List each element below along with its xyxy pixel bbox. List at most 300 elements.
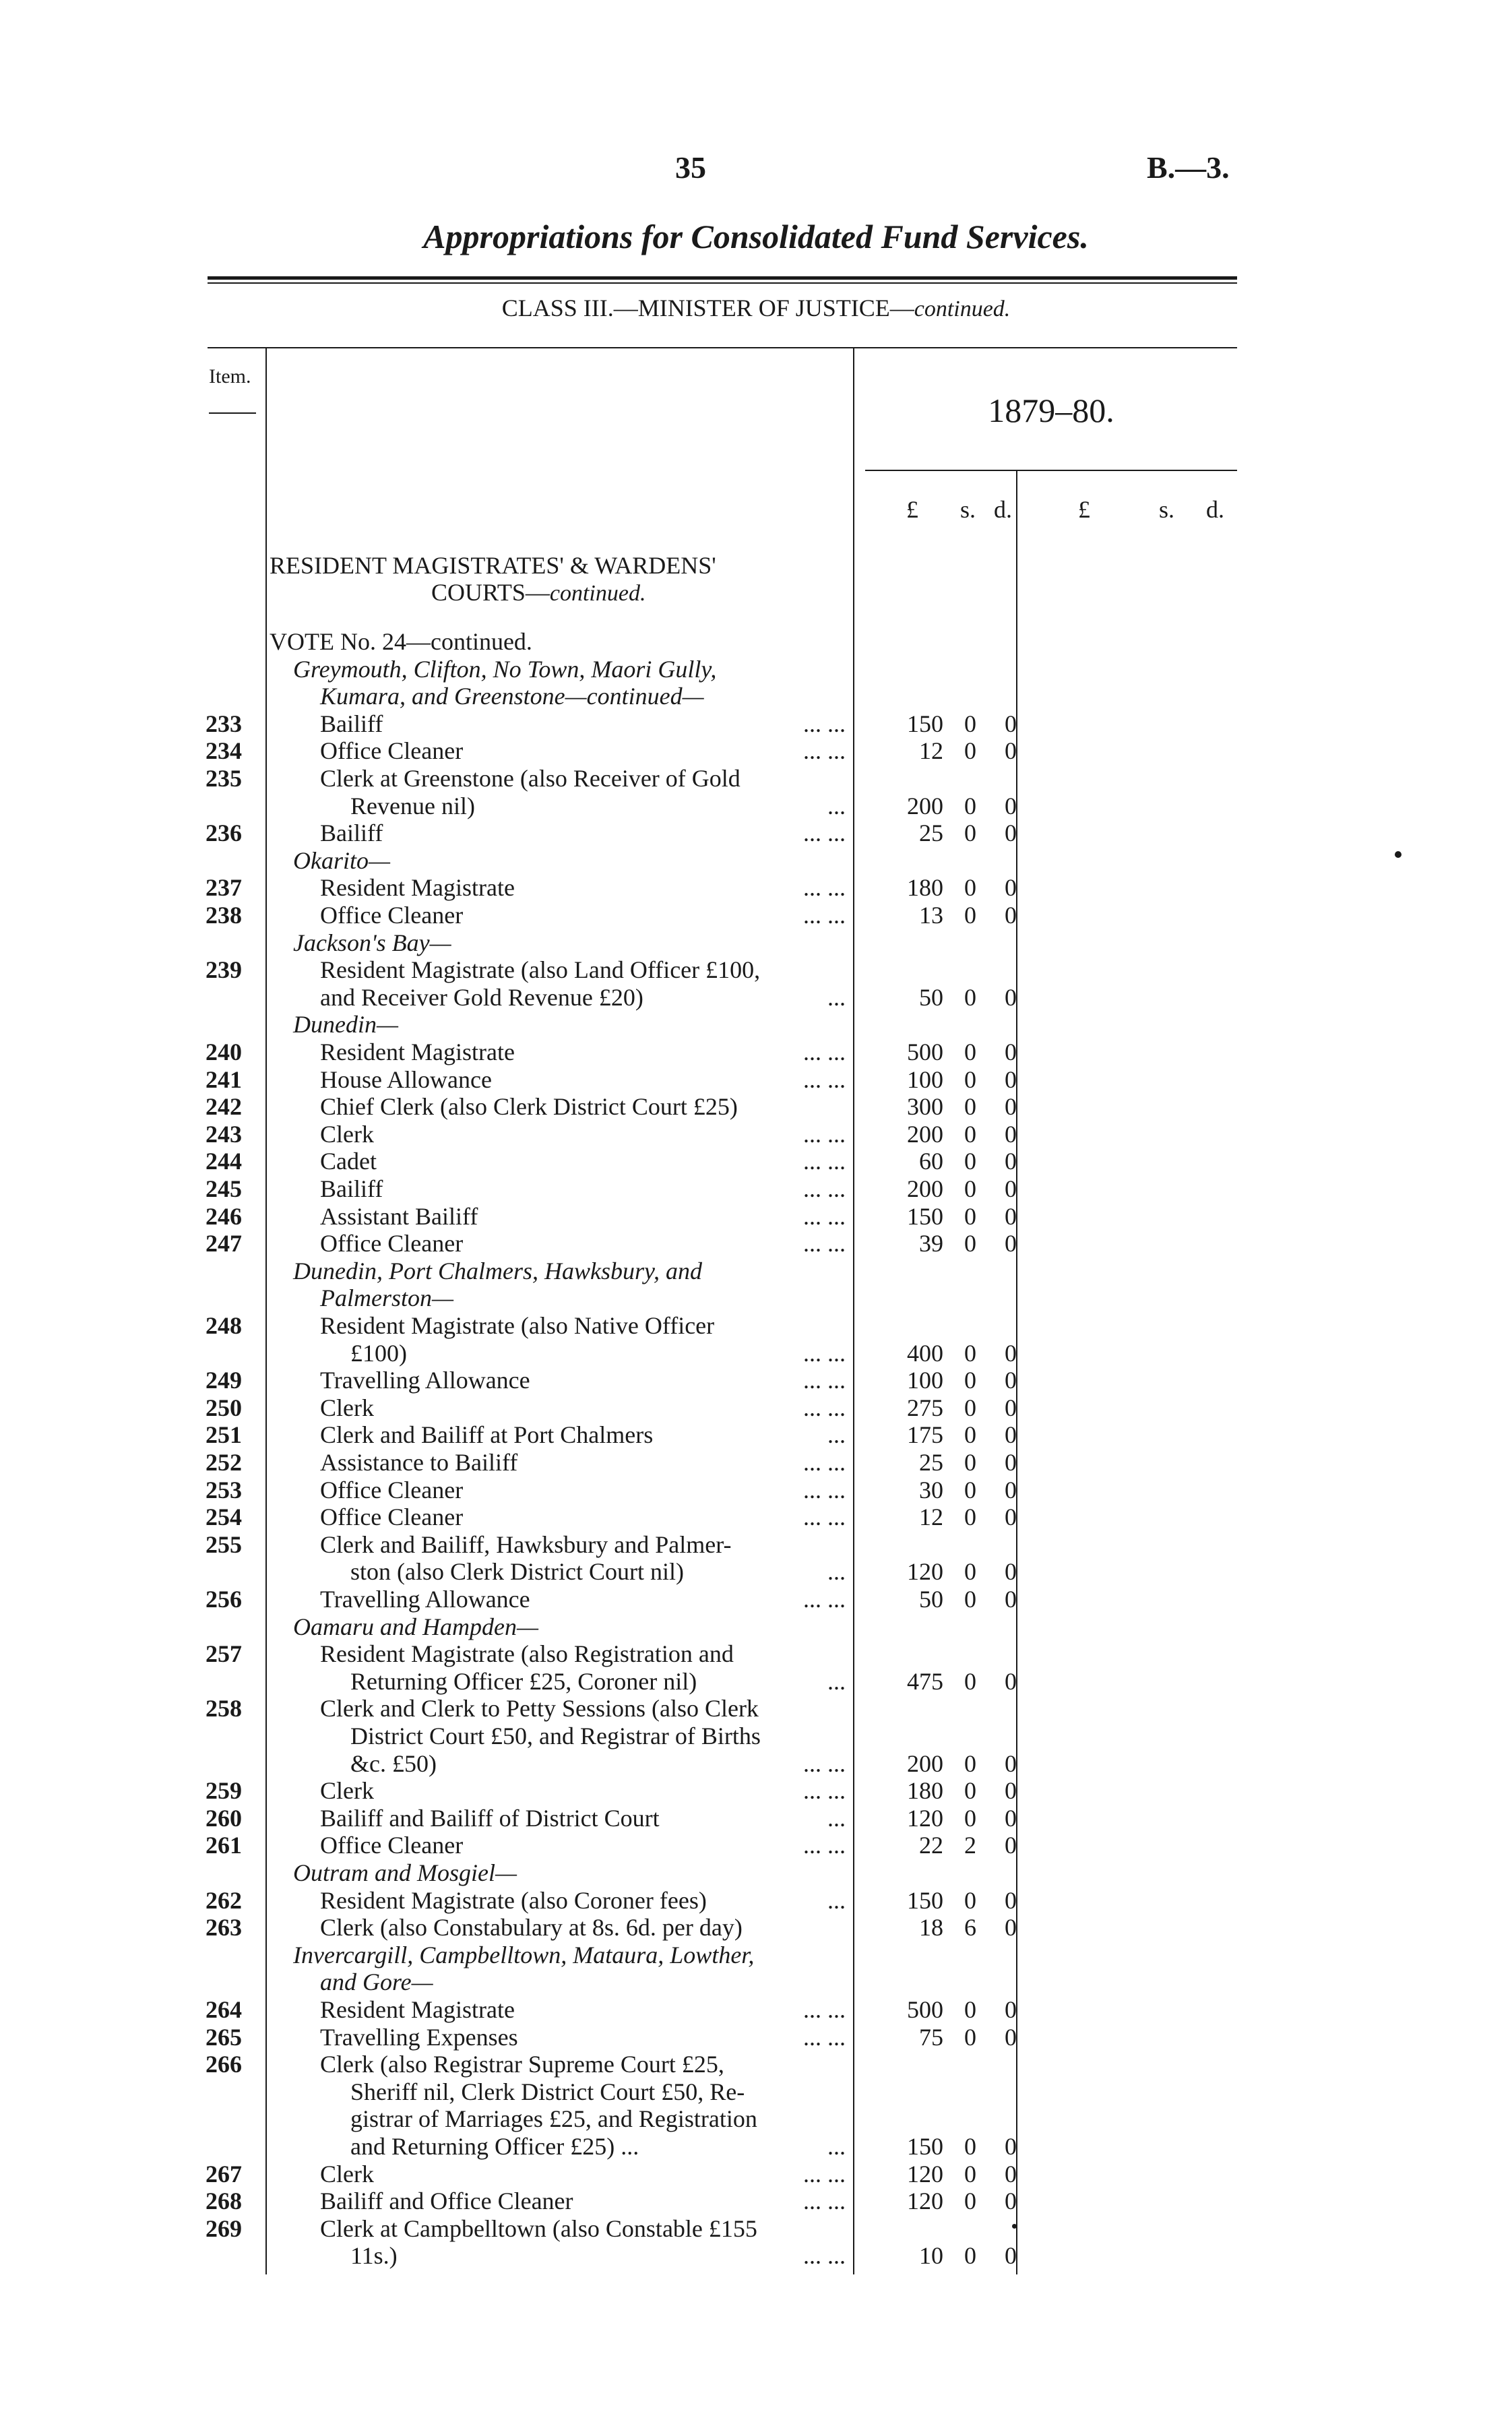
leader-dots: ... ...	[803, 1148, 846, 1175]
table-row	[0, 2105, 1512, 2133]
item-description: Clerk and Bailiff, Hawksbury and Palmer-	[320, 1530, 732, 1558]
amount-pence: 0	[1005, 983, 1017, 1011]
leader-dots: ...	[827, 1886, 846, 1914]
item-description: Clerk at Campbelltown (also Constable £155	[320, 2214, 757, 2242]
item-number: 236	[206, 819, 242, 847]
amount-pounds: 100	[907, 1367, 943, 1394]
item-description: Office Cleaner	[320, 1230, 464, 1258]
amount-shillings: 0	[964, 1449, 976, 1476]
table-row	[0, 1942, 1512, 1969]
location-heading: Kumara, and Greenstone—continued—	[320, 683, 704, 710]
item-description: Clerk (also Constabulary at 8s. 6d. per day)	[320, 1914, 743, 1942]
item-description: Resident Magistrate	[320, 1996, 515, 2023]
leader-dots: ... ...	[803, 1038, 846, 1065]
amount-shillings: 0	[964, 792, 976, 819]
amount-shillings: 0	[964, 2023, 976, 2051]
amount-pounds: 475	[907, 1667, 943, 1695]
amount-shillings: 0	[964, 1202, 976, 1230]
location-heading: Dunedin, Port Chalmers, Hawksbury, and	[293, 1257, 702, 1284]
table-row	[0, 1066, 1512, 1094]
leader-dots: ...	[827, 1667, 846, 1695]
item-description: Clerk and Clerk to Petty Sessions (also Clerk	[320, 1695, 759, 1723]
amount-pounds: 180	[907, 1777, 943, 1805]
item-description: Clerk	[320, 1777, 374, 1805]
amount-pence: 0	[1005, 1367, 1017, 1394]
location-heading: Oamaru and Hampden—	[293, 1613, 538, 1640]
location-heading: Dunedin—	[293, 1011, 398, 1038]
table-row	[0, 1038, 1512, 1066]
item-description: Assistance to Bailiff	[320, 1449, 518, 1476]
table-row	[0, 1613, 1512, 1641]
amount-pence: 0	[1005, 2023, 1017, 2051]
amount-shillings: 6	[964, 1914, 976, 1942]
table-row	[0, 1586, 1512, 1613]
item-description: Chief Clerk (also Clerk District Court £25)	[320, 1093, 738, 1121]
amount-shillings: 0	[964, 710, 976, 737]
amount-pence: 0	[1005, 1421, 1017, 1449]
leader-dots: ... ...	[803, 902, 846, 929]
location-heading: and Gore—	[320, 1968, 433, 1996]
amount-pounds: 60	[919, 1148, 943, 1175]
item-description: Returning Officer £25, Coroner nil)	[350, 1667, 697, 1695]
amount-pounds: 30	[919, 1476, 943, 1503]
amount-pounds: 50	[919, 983, 943, 1011]
leader-dots: ... ...	[803, 1476, 846, 1503]
amount-pence: 0	[1005, 2188, 1017, 2215]
item-number: 258	[206, 1695, 242, 1723]
amount-shillings: 0	[964, 1667, 976, 1695]
item-number: 234	[206, 737, 242, 765]
table-row	[0, 847, 1512, 875]
item-number: 235	[206, 765, 242, 792]
amount-pounds: 150	[907, 1886, 943, 1914]
amount-pounds: 150	[907, 2133, 943, 2160]
amount-pounds: 150	[907, 710, 943, 737]
amount-pounds: 25	[919, 1449, 943, 1476]
amount-pence: 0	[1005, 2160, 1017, 2188]
table-row	[0, 902, 1512, 929]
page-number: 35	[675, 150, 706, 185]
amount-shillings: 0	[964, 1558, 976, 1586]
amount-pence: 0	[1005, 1832, 1017, 1859]
item-number: 268	[206, 2188, 242, 2215]
year-header-rule	[865, 470, 1237, 471]
leader-dots: ... ...	[803, 1202, 846, 1230]
table-row	[0, 1668, 1512, 1696]
item-description: Resident Magistrate	[320, 1038, 515, 1065]
section-title-continued	[431, 578, 645, 607]
table-row	[0, 1805, 1512, 1832]
item-number: 241	[206, 1065, 242, 1093]
stray-mark	[1395, 851, 1401, 858]
amount-pounds: 39	[919, 1230, 943, 1258]
shillings-header-1: s.	[960, 496, 976, 523]
vote-heading: VOTE No. 24—continued.	[270, 628, 532, 655]
amount-pounds: 400	[907, 1339, 943, 1367]
item-number: 255	[206, 1530, 242, 1558]
amount-pence: 0	[1005, 1886, 1017, 1914]
class-heading	[0, 294, 1512, 322]
table-row	[0, 1258, 1512, 1285]
amount-pence: 0	[1005, 1804, 1017, 1832]
amount-pence: 0	[1005, 1148, 1017, 1175]
item-description: Revenue nil)	[350, 792, 475, 819]
amount-shillings: 0	[964, 737, 976, 765]
item-number: 248	[206, 1312, 242, 1339]
amount-shillings: 0	[964, 1148, 976, 1175]
table-row	[0, 1859, 1512, 1887]
table-row	[0, 1340, 1512, 1367]
amount-pence: 0	[1005, 710, 1017, 737]
table-row	[0, 1011, 1512, 1038]
table-row	[0, 2215, 1512, 2243]
amount-pence: 0	[1005, 1093, 1017, 1121]
table-row	[0, 2051, 1512, 2078]
table-row	[0, 1230, 1512, 1258]
leader-dots: ...	[827, 1558, 846, 1586]
leader-dots: ...	[827, 983, 846, 1011]
amount-pounds: 200	[907, 1120, 943, 1148]
section-title-suffix: continued.	[549, 581, 646, 606]
amount-pence: 0	[1005, 1476, 1017, 1503]
header-rule-thick	[208, 276, 1237, 280]
amount-shillings: 0	[964, 2160, 976, 2188]
amount-pence: 0	[1005, 1394, 1017, 1421]
header-rule-thin	[208, 282, 1237, 284]
item-number: 249	[206, 1367, 242, 1394]
amount-pounds: 25	[919, 819, 943, 847]
table-row	[0, 1477, 1512, 1504]
amount-pounds: 12	[919, 737, 943, 765]
amount-shillings: 0	[964, 1038, 976, 1065]
amount-pounds: 200	[907, 1175, 943, 1202]
amount-shillings: 0	[964, 1886, 976, 1914]
amount-pence: 0	[1005, 1914, 1017, 1942]
table-row	[0, 1394, 1512, 1422]
table-row	[0, 1203, 1512, 1231]
amount-shillings: 0	[964, 983, 976, 1011]
table-row	[0, 1887, 1512, 1915]
table-row	[0, 1531, 1512, 1559]
leader-dots: ... ...	[803, 1394, 846, 1421]
amount-shillings: 0	[964, 2133, 976, 2160]
table-row	[0, 2024, 1512, 2051]
amount-pence: 0	[1005, 1777, 1017, 1805]
amount-pence: 0	[1005, 1339, 1017, 1367]
amount-pounds: 13	[919, 902, 943, 929]
item-number: 245	[206, 1175, 242, 1202]
item-number: 242	[206, 1093, 242, 1121]
table-row	[0, 710, 1512, 738]
location-heading: Greymouth, Clifton, No Town, Maori Gully,	[293, 655, 717, 683]
item-number: 267	[206, 2160, 242, 2188]
amount-shillings: 0	[964, 1777, 976, 1805]
item-number: 239	[206, 956, 242, 984]
amount-shillings: 0	[964, 1804, 976, 1832]
amount-pence: 0	[1005, 1175, 1017, 1202]
table-row	[0, 737, 1512, 765]
table-row	[0, 2188, 1512, 2215]
table-row	[0, 2078, 1512, 2106]
amount-pounds: 150	[907, 1202, 943, 1230]
item-description: and Receiver Gold Revenue £20)	[320, 983, 643, 1011]
item-description: £100)	[350, 1339, 407, 1367]
item-number: 260	[206, 1804, 242, 1832]
item-description: Travelling Allowance	[320, 1367, 530, 1394]
year-column-header: 1879–80.	[988, 392, 1114, 429]
item-description: Clerk	[320, 1120, 374, 1148]
item-description: gistrar of Marriages £25, and Registration	[350, 2105, 757, 2133]
amount-shillings: 0	[964, 1586, 976, 1613]
item-column-header: Item.	[209, 365, 251, 387]
leader-dots: ...	[827, 1421, 846, 1449]
leader-dots: ... ...	[803, 1449, 846, 1476]
amount-pence: 0	[1005, 2242, 1017, 2270]
amount-pounds: 180	[907, 874, 943, 902]
leader-dots: ... ...	[803, 1586, 846, 1613]
location-heading: Jackson's Bay—	[293, 929, 451, 956]
stray-mark	[1012, 2224, 1017, 2229]
amount-shillings: 0	[964, 1175, 976, 1202]
item-description: Bailiff	[320, 710, 383, 737]
item-description: Bailiff and Office Cleaner	[320, 2188, 573, 2215]
page-title: Appropriations for Consolidated Fund Services.	[423, 218, 1089, 255]
amount-shillings: 0	[964, 1421, 976, 1449]
item-number: 252	[206, 1449, 242, 1476]
amount-shillings: 0	[964, 1339, 976, 1367]
amount-pounds: 275	[907, 1394, 943, 1421]
leader-dots: ... ...	[803, 2188, 846, 2215]
leader-dots: ... ...	[803, 737, 846, 765]
item-description: Cadet	[320, 1148, 377, 1175]
table-row	[0, 683, 1512, 710]
item-number: 238	[206, 902, 242, 929]
table-row	[0, 1312, 1512, 1340]
leader-dots: ... ...	[803, 2023, 846, 2051]
leader-dots: ... ...	[803, 710, 846, 737]
amount-pence: 0	[1005, 1038, 1017, 1065]
amount-shillings: 0	[964, 1367, 976, 1394]
item-description: &c. £50)	[350, 1749, 437, 1777]
table-row	[0, 2133, 1512, 2161]
table-row	[0, 628, 1512, 656]
pence-header-2: d.	[1206, 496, 1224, 523]
table-row	[0, 1996, 1512, 2024]
item-description: Bailiff	[320, 1175, 383, 1202]
item-number: 254	[206, 1503, 242, 1531]
amount-pence: 0	[1005, 737, 1017, 765]
item-header-rule	[209, 412, 256, 414]
item-description: Bailiff and Bailiff of District Court	[320, 1804, 660, 1832]
item-description: Resident Magistrate (also Land Officer £100,	[320, 956, 761, 984]
item-number: 253	[206, 1476, 242, 1503]
amount-pence: 0	[1005, 1449, 1017, 1476]
amount-pence: 0	[1005, 1667, 1017, 1695]
item-description: ston (also Clerk District Court nil)	[350, 1558, 684, 1586]
class-heading-text: CLASS III.—MINISTER OF JUSTICE—	[501, 294, 914, 321]
amount-pence: 0	[1005, 1230, 1017, 1258]
table-row	[0, 793, 1512, 820]
item-number: 265	[206, 2023, 242, 2051]
leader-dots: ... ...	[803, 874, 846, 902]
leader-dots: ...	[827, 2133, 846, 2160]
amount-shillings: 0	[964, 819, 976, 847]
leader-dots: ... ...	[803, 2242, 846, 2270]
amount-shillings: 0	[964, 1394, 976, 1421]
item-description: Office Cleaner	[320, 1503, 464, 1531]
amount-pounds: 10	[919, 2242, 943, 2270]
table-row	[0, 1503, 1512, 1531]
amount-pence: 0	[1005, 792, 1017, 819]
class-heading-suffix: continued.	[914, 297, 1011, 321]
amount-pounds: 18	[919, 1914, 943, 1942]
leader-dots: ... ...	[803, 1065, 846, 1093]
leader-dots: ... ...	[803, 1832, 846, 1859]
shillings-header-2: s.	[1159, 496, 1175, 523]
leader-dots: ... ...	[803, 1749, 846, 1777]
amount-pounds: 200	[907, 792, 943, 819]
leader-dots: ... ...	[803, 1996, 846, 2023]
leader-dots: ...	[827, 1804, 846, 1832]
item-description: Resident Magistrate (also Coroner fees)	[320, 1886, 707, 1914]
item-number: 246	[206, 1202, 242, 1230]
table-row	[0, 929, 1512, 957]
amount-pounds: 175	[907, 1421, 943, 1449]
table-top-rule	[208, 347, 1237, 348]
item-description: Clerk at Greenstone (also Receiver of Gold	[320, 765, 741, 792]
amount-pence: 0	[1005, 1120, 1017, 1148]
item-number: 256	[206, 1586, 242, 1613]
amount-shillings: 0	[964, 1065, 976, 1093]
pounds-header-2: £	[1078, 496, 1090, 523]
table-row	[0, 1695, 1512, 1723]
table-row	[0, 1558, 1512, 1586]
table-row	[0, 1148, 1512, 1175]
amount-pence: 0	[1005, 1996, 1017, 2023]
table-row	[0, 1367, 1512, 1394]
item-number: 233	[206, 710, 242, 737]
amount-pence: 0	[1005, 819, 1017, 847]
item-description: House Allowance	[320, 1065, 492, 1093]
table-row	[0, 1968, 1512, 1996]
leader-dots: ... ...	[803, 1339, 846, 1367]
item-description: District Court £50, and Registrar of Births	[350, 1723, 761, 1749]
leader-dots: ... ...	[803, 1175, 846, 1202]
amount-pence: 0	[1005, 2133, 1017, 2160]
table-row	[0, 874, 1512, 902]
section-title: RESIDENT MAGISTRATES' & WARDENS'	[270, 552, 716, 579]
amount-pence: 0	[1005, 1065, 1017, 1093]
amount-shillings: 0	[964, 1996, 976, 2023]
item-description: Travelling Allowance	[320, 1586, 530, 1613]
pounds-header-1: £	[906, 496, 918, 523]
table-row	[0, 2161, 1512, 2188]
table-row	[0, 2242, 1512, 2270]
table-row	[0, 984, 1512, 1012]
item-description: Office Cleaner	[320, 737, 464, 765]
amount-pounds: 500	[907, 1038, 943, 1065]
amount-shillings: 0	[964, 902, 976, 929]
amount-pounds: 12	[919, 1503, 943, 1531]
location-heading: Okarito—	[293, 846, 390, 874]
item-number: 243	[206, 1120, 242, 1148]
amount-pence: 0	[1005, 1558, 1017, 1586]
item-number: 237	[206, 874, 242, 902]
amount-pence: 0	[1005, 1503, 1017, 1531]
location-heading: Outram and Mosgiel—	[293, 1859, 517, 1886]
amount-shillings: 0	[964, 1503, 976, 1531]
amount-shillings: 0	[964, 1230, 976, 1258]
location-heading: Invercargill, Campbelltown, Mataura, Lowther,	[293, 1941, 755, 1968]
amount-shillings: 0	[964, 1476, 976, 1503]
amount-pounds: 75	[919, 2023, 943, 2051]
section-title-line2: COURTS—	[431, 579, 550, 606]
amount-pence: 0	[1005, 1202, 1017, 1230]
table-row	[0, 819, 1512, 847]
item-description: Travelling Expenses	[320, 2023, 518, 2051]
amount-pence: 0	[1005, 1749, 1017, 1777]
table-row	[0, 1449, 1512, 1477]
item-description: Office Cleaner	[320, 1476, 464, 1503]
leader-dots: ... ...	[803, 819, 846, 847]
amount-pounds: 200	[907, 1749, 943, 1777]
amount-shillings: 0	[964, 2242, 976, 2270]
table-row	[0, 1284, 1512, 1312]
table-row	[0, 1421, 1512, 1449]
item-description: Clerk (also Registrar Supreme Court £25,	[320, 2051, 724, 2078]
amount-shillings: 0	[964, 2188, 976, 2215]
item-description: and Returning Officer £25) ...	[350, 2133, 639, 2160]
item-number: 251	[206, 1421, 242, 1449]
item-number: 263	[206, 1914, 242, 1942]
item-description: Bailiff	[320, 819, 383, 847]
item-number: 257	[206, 1640, 242, 1668]
table-row	[0, 765, 1512, 793]
item-description: Clerk	[320, 1394, 374, 1421]
item-number: 247	[206, 1230, 242, 1258]
amount-shillings: 0	[964, 1749, 976, 1777]
amount-pounds: 120	[907, 2160, 943, 2188]
amount-shillings: 0	[964, 1093, 976, 1121]
leader-dots: ... ...	[803, 2160, 846, 2188]
amount-pounds: 120	[907, 1558, 943, 1586]
item-description: Clerk	[320, 2160, 374, 2188]
amount-pounds: 120	[907, 2188, 943, 2215]
item-description: Office Cleaner	[320, 1832, 464, 1859]
leader-dots: ... ...	[803, 1230, 846, 1258]
item-description: Assistant Bailiff	[320, 1202, 478, 1230]
amount-pounds: 300	[907, 1093, 943, 1121]
leader-dots: ... ...	[803, 1120, 846, 1148]
table-row	[0, 1093, 1512, 1121]
leader-dots: ...	[827, 792, 846, 819]
item-description: 11s.)	[350, 2242, 398, 2270]
leader-dots: ... ...	[803, 1367, 846, 1394]
table-row	[0, 1832, 1512, 1859]
item-number: 266	[206, 2051, 242, 2078]
amount-pounds: 22	[919, 1832, 943, 1859]
item-number: 269	[206, 2214, 242, 2242]
item-description: Office Cleaner	[320, 902, 464, 929]
pence-header-1: d.	[994, 496, 1012, 523]
item-description: Sheriff nil, Clerk District Court £50, Re-	[350, 2078, 745, 2105]
amount-pounds: 120	[907, 1804, 943, 1832]
item-description: Clerk and Bailiff at Port Chalmers	[320, 1421, 654, 1449]
amount-shillings: 0	[964, 874, 976, 902]
table-row	[0, 1175, 1512, 1203]
table-row	[0, 656, 1512, 683]
amount-shillings: 0	[964, 1120, 976, 1148]
